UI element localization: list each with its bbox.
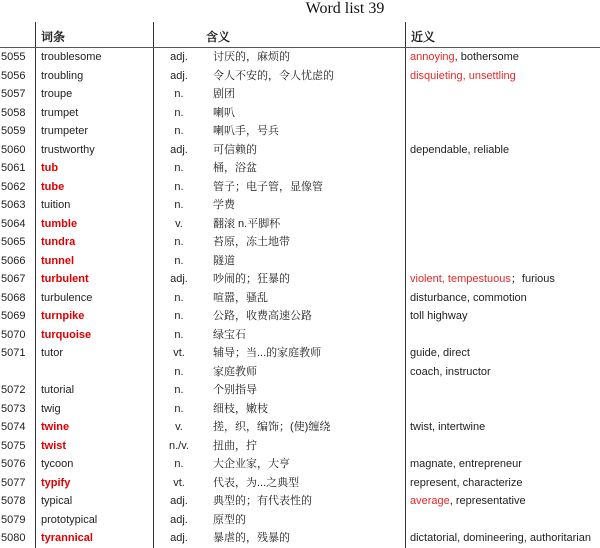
part-of-speech: n. — [174, 384, 184, 396]
table-row — [0, 418, 600, 437]
entry-word: typify — [41, 476, 71, 489]
part-of-speech: adj. — [170, 495, 188, 507]
entry-number: 5059 — [1, 125, 26, 137]
entry-number: 5058 — [1, 106, 26, 119]
meaning: 家庭教师 — [213, 365, 257, 378]
entry-word: tyrannical — [41, 532, 93, 544]
synonym-highlighted: violent, tempestuous — [410, 273, 511, 285]
entry-word: tumble — [41, 217, 78, 230]
table-row — [0, 196, 600, 215]
entry-word: twist — [41, 439, 67, 452]
table-row — [0, 215, 600, 234]
entry-word: turnpike — [41, 310, 85, 322]
table-row — [0, 381, 600, 400]
entry-word: tundra — [41, 236, 76, 248]
part-of-speech: adj. — [170, 69, 188, 82]
page-title: Word list 39 — [305, 0, 385, 17]
entry-number: 5065 — [1, 236, 26, 248]
part-of-speech: vt. — [173, 347, 185, 359]
meaning: 喧嚣，骚乱 — [213, 291, 268, 304]
table-row — [0, 326, 600, 345]
entry-number: 5080 — [1, 532, 26, 544]
entry-number: 5061 — [1, 162, 26, 174]
part-of-speech: n. — [174, 162, 184, 174]
meaning: 扭曲，拧 — [213, 439, 257, 452]
part-of-speech: n. — [174, 291, 184, 304]
table-row — [0, 363, 600, 382]
meaning: 令人不安的，令人忧虑的 — [213, 69, 334, 82]
table-row — [0, 178, 600, 197]
part-of-speech: n./v. — [169, 439, 189, 452]
table-row — [0, 492, 600, 511]
entry-word: troubling — [41, 69, 84, 82]
part-of-speech: n. — [174, 88, 184, 100]
synonyms — [410, 363, 491, 382]
entry-number: 5070 — [1, 328, 26, 341]
synonym-text: disturbance, commotion — [410, 291, 527, 304]
synonyms — [410, 141, 509, 160]
meaning: 大企业家，大亨 — [213, 458, 290, 470]
meaning: 桶，浴盆 — [213, 162, 257, 174]
part-of-speech: n. — [174, 458, 184, 470]
entry-number: 5062 — [1, 180, 26, 193]
part-of-speech: n. — [174, 180, 184, 193]
entry-word: tycoon — [41, 458, 74, 470]
synonym-text: coach, instructor — [410, 365, 491, 378]
meaning: 原型的 — [213, 513, 246, 526]
entry-word: turquoise — [41, 328, 92, 341]
synonyms — [410, 48, 519, 67]
entry-number: 5069 — [1, 310, 26, 322]
meaning: 喇叭 — [213, 106, 235, 119]
synonyms — [410, 492, 526, 511]
synonyms — [410, 307, 467, 326]
table-row — [0, 455, 600, 474]
part-of-speech: n. — [174, 236, 184, 248]
synonyms — [410, 289, 527, 308]
entry-number: 5074 — [1, 421, 26, 433]
table-row — [0, 67, 600, 86]
part-of-speech: n. — [174, 365, 184, 378]
meaning: 代表，为...之典型 — [213, 476, 300, 489]
synonyms — [410, 455, 522, 474]
part-of-speech: adj. — [170, 143, 188, 156]
entry-number: 5060 — [1, 143, 26, 156]
table-row — [0, 529, 600, 548]
table-row — [0, 474, 600, 493]
synonym-highlighted: disquieting, unsettling — [410, 69, 516, 82]
entry-word: tunnel — [41, 254, 74, 267]
table-row — [0, 141, 600, 160]
synonym-text: twist, intertwine — [410, 421, 486, 433]
part-of-speech: adj. — [170, 273, 188, 285]
synonym-text: dependable, reliable — [410, 143, 510, 156]
entry-number: 5077 — [1, 476, 26, 489]
header-synonyms: 近义 — [411, 30, 436, 44]
entry-word: prototypical — [41, 513, 98, 526]
synonym-highlighted: average — [410, 495, 450, 507]
meaning: 公路，收费高速公路 — [213, 310, 312, 322]
meaning: 管子；电子管，显像管 — [213, 180, 323, 193]
table-row — [0, 437, 600, 456]
entry-word: twine — [41, 421, 70, 433]
table-row — [0, 511, 600, 530]
table-row — [0, 159, 600, 178]
part-of-speech: n. — [174, 254, 184, 267]
meaning: 可信赖的 — [213, 143, 257, 156]
entry-word: trumpeter — [41, 125, 89, 137]
meaning: 喇叭手，号兵 — [213, 125, 279, 137]
entry-word: tuition — [41, 199, 71, 211]
part-of-speech: adj. — [170, 513, 188, 526]
entry-word: turbulent — [41, 273, 89, 285]
part-of-speech: n. — [174, 199, 184, 211]
table-row — [0, 307, 600, 326]
synonym-text: magnate, entrepreneur — [410, 458, 522, 470]
entry-word: twig — [41, 402, 61, 415]
meaning: 吵闹的；狂暴的 — [213, 273, 290, 285]
meaning: 剧团 — [213, 88, 235, 100]
entry-word: trumpet — [41, 106, 79, 119]
entry-number: 5056 — [1, 69, 26, 82]
header-word: 词条 — [41, 30, 66, 44]
entry-number: 5064 — [1, 217, 26, 230]
meaning: 典型的；有代表性的 — [213, 495, 312, 507]
meaning: 翻滚 n.平脚杯 — [213, 217, 281, 230]
table-row — [0, 270, 600, 289]
part-of-speech: v. — [175, 217, 183, 230]
meaning: 学费 — [213, 199, 235, 211]
table-row — [0, 233, 600, 252]
synonym-text: toll highway — [410, 310, 468, 322]
entry-number: 5068 — [1, 291, 26, 304]
synonyms — [410, 270, 555, 289]
table-row — [0, 122, 600, 141]
synonym-text: guide, direct — [410, 347, 470, 359]
meaning: 搓，织，编饰；(使)缠绕 — [213, 421, 331, 433]
meaning: 讨厌的，麻烦的 — [213, 51, 290, 63]
synonym-text: dictatorial, domineering, authoritarian — [410, 532, 591, 544]
meaning: 个别指导 — [213, 384, 257, 396]
table-row — [0, 400, 600, 419]
entry-number: 5078 — [1, 495, 26, 507]
entry-number: 5076 — [1, 458, 26, 470]
part-of-speech: n. — [174, 328, 184, 341]
table-row — [0, 289, 600, 308]
table-row — [0, 344, 600, 363]
synonyms — [410, 67, 516, 86]
entry-word: typical — [41, 495, 73, 507]
part-of-speech: adj. — [170, 51, 188, 63]
table-row — [0, 104, 600, 123]
synonyms — [410, 474, 523, 493]
synonym-text: represent, characterize — [410, 476, 523, 489]
synonyms — [410, 418, 485, 437]
entry-number: 5075 — [1, 439, 26, 452]
meaning: 绿宝石 — [213, 328, 246, 341]
entry-number: 5066 — [1, 254, 26, 267]
entry-number: 5079 — [1, 513, 26, 526]
entry-word: tube — [41, 180, 65, 193]
meaning: 隧道 — [213, 254, 235, 267]
entry-word: tutor — [41, 347, 64, 359]
entry-word: tutorial — [41, 384, 75, 396]
part-of-speech: n. — [174, 125, 184, 137]
table-row — [0, 48, 600, 67]
entry-number: 5057 — [1, 88, 26, 100]
meaning: 暴虐的，残暴的 — [213, 532, 290, 544]
table-row — [0, 252, 600, 271]
part-of-speech: vt. — [173, 476, 185, 489]
synonyms — [410, 529, 591, 548]
part-of-speech: n. — [174, 310, 184, 322]
part-of-speech: n. — [174, 106, 184, 119]
synonyms — [410, 344, 470, 363]
entry-number: 5063 — [1, 199, 26, 211]
entry-word: troublesome — [41, 51, 102, 63]
entry-word: troupe — [41, 88, 73, 100]
meaning: 细枝，嫩枝 — [213, 402, 268, 415]
entry-number: 5072 — [1, 384, 26, 396]
synonym-text: ；furious — [510, 273, 555, 285]
meaning: 苔原，冻土地带 — [213, 236, 290, 248]
entry-word: turbulence — [41, 291, 93, 304]
entry-number: 5055 — [1, 51, 26, 63]
part-of-speech: adj. — [170, 532, 188, 544]
header-meaning: 含义 — [206, 30, 231, 44]
entry-number: 5067 — [1, 273, 26, 285]
table-row — [0, 85, 600, 104]
synonym-text: , bothersome — [454, 51, 519, 63]
entry-number: 5073 — [1, 402, 26, 415]
synonym-text: , representative — [449, 495, 526, 507]
meaning: 辅导；当...的家庭教师 — [213, 347, 322, 359]
part-of-speech: n. — [174, 402, 184, 415]
entry-word: trustworthy — [41, 143, 95, 156]
entry-number: 5071 — [1, 347, 26, 359]
entry-word: tub — [41, 162, 59, 174]
part-of-speech: v. — [175, 421, 183, 433]
synonym-highlighted: annoying — [410, 51, 455, 63]
word-table — [0, 48, 600, 548]
